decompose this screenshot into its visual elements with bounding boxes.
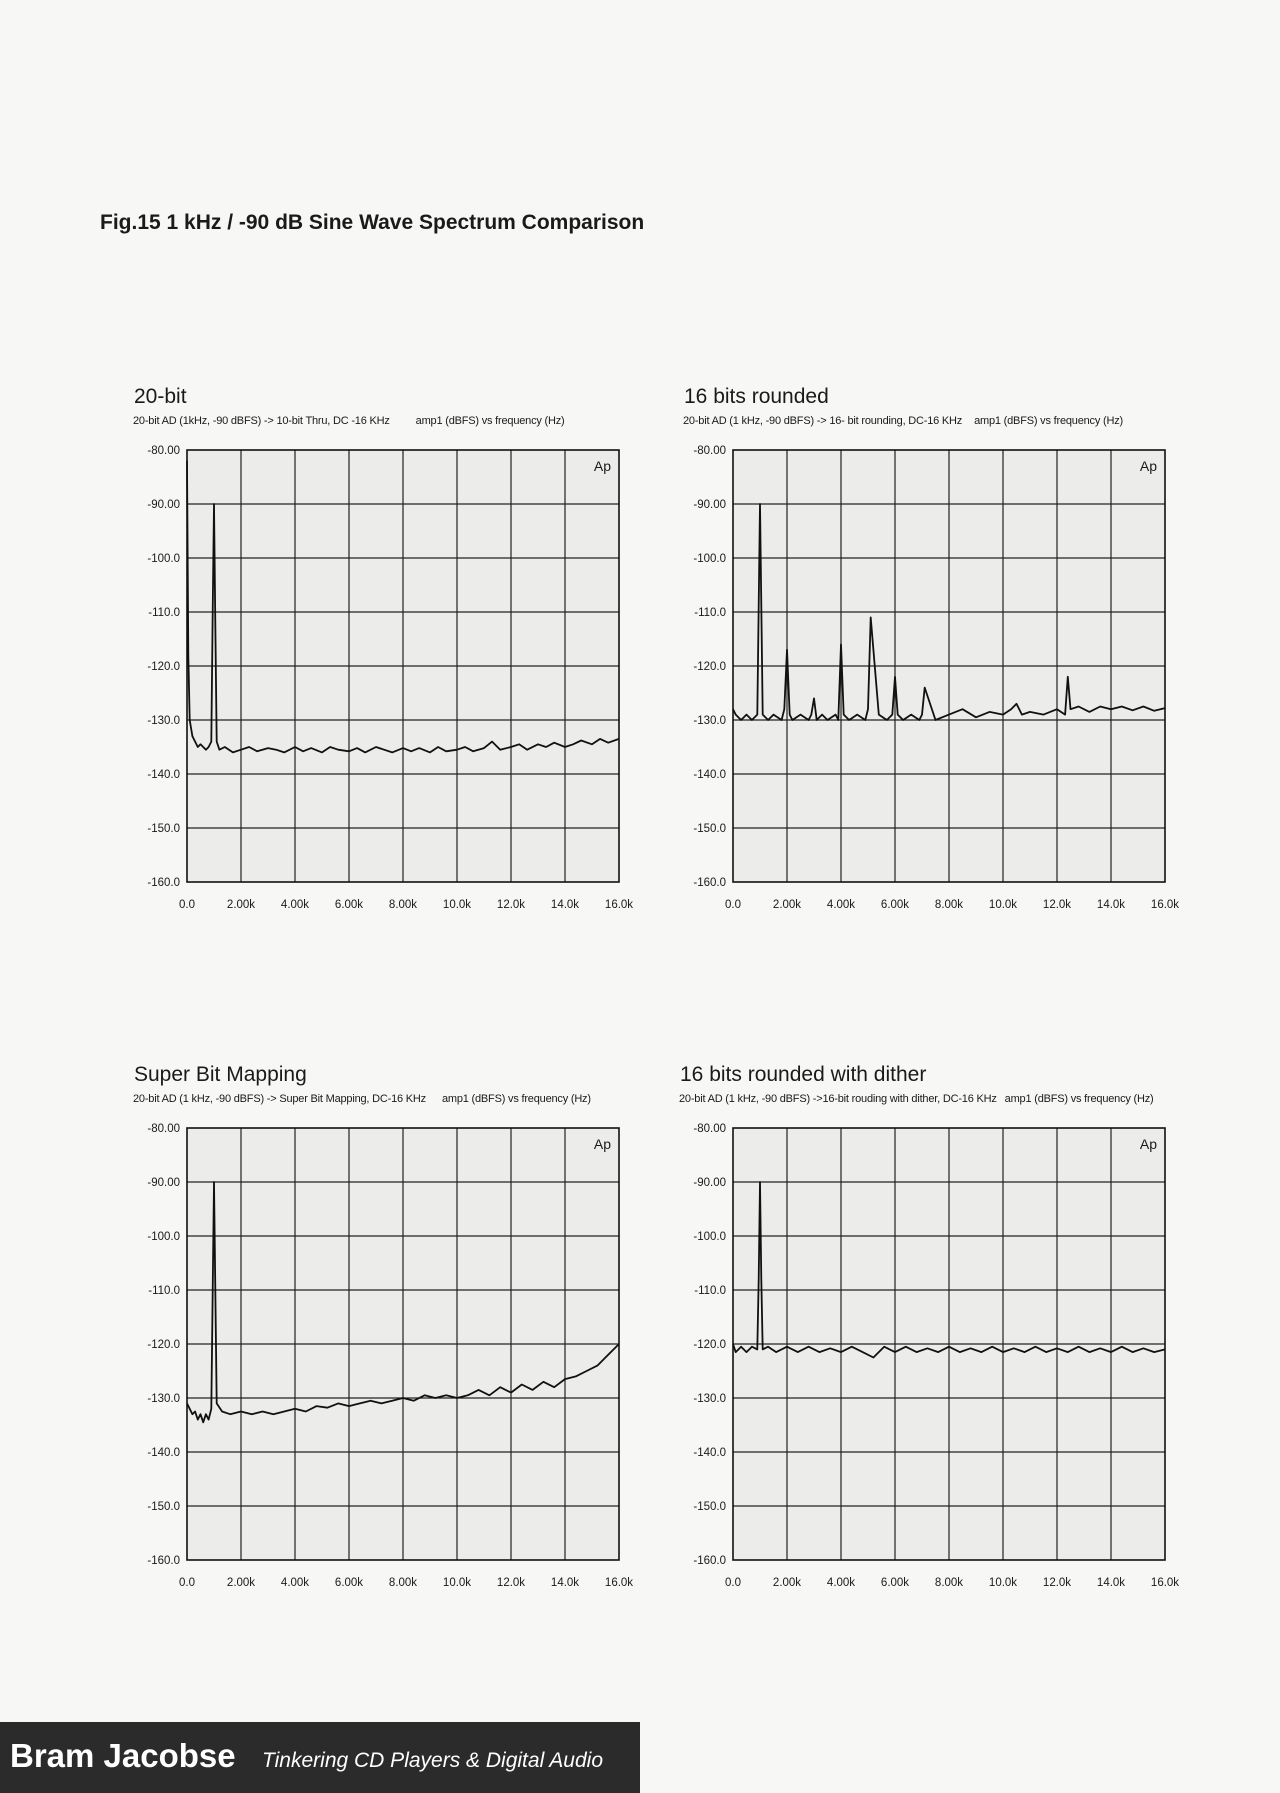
x-tick-label: 4.00k — [826, 899, 856, 911]
chart-plot — [661, 385, 1221, 925]
y-tick-label: -150.0 — [147, 1501, 180, 1513]
y-tick-label: -100.0 — [693, 1231, 726, 1243]
y-tick-label: -160.0 — [693, 877, 726, 889]
chart-subtitle-axes: amp1 (dBFS) vs frequency (Hz) — [974, 415, 1123, 427]
chart-plot — [661, 1063, 1221, 1603]
x-tick-label: 8.00k — [388, 899, 418, 911]
y-tick-label: -140.0 — [147, 1447, 180, 1459]
y-tick-label: -90.00 — [147, 1177, 180, 1189]
chart-panel-20-bit — [115, 385, 675, 925]
footer-banner — [0, 1722, 640, 1793]
x-tick-label: 6.00k — [880, 1577, 910, 1589]
x-tick-label: 4.00k — [826, 1577, 856, 1589]
y-tick-label: -80.00 — [147, 445, 180, 457]
chart-panel-super-bit-mapping — [115, 1063, 675, 1603]
x-tick-label: 10.0k — [988, 1577, 1018, 1589]
x-tick-label: 2.00k — [226, 899, 256, 911]
x-tick-label: 16.0k — [604, 899, 634, 911]
x-tick-label: 14.0k — [550, 899, 580, 911]
y-tick-label: -80.00 — [693, 445, 726, 457]
x-tick-label: 8.00k — [934, 899, 964, 911]
x-tick-label: 0.0 — [725, 1577, 741, 1589]
x-tick-label: 2.00k — [226, 1577, 256, 1589]
y-tick-label: -90.00 — [147, 499, 180, 511]
chart-panel-16-bits-rounded — [661, 385, 1221, 925]
y-tick-label: -140.0 — [147, 769, 180, 781]
y-tick-label: -150.0 — [147, 823, 180, 835]
chart-title: 20-bit — [134, 385, 187, 408]
y-tick-label: -130.0 — [693, 1393, 726, 1405]
x-tick-label: 0.0 — [725, 899, 741, 911]
chart-subtitle-source: 20-bit AD (1kHz, -90 dBFS) -> 10-bit Thru, DC -16 KHz — [133, 415, 390, 427]
y-tick-label: -120.0 — [147, 1339, 180, 1351]
y-tick-label: -90.00 — [693, 499, 726, 511]
y-tick-label: -110.0 — [694, 1285, 726, 1297]
y-tick-label: -120.0 — [693, 661, 726, 673]
y-tick-label: -140.0 — [693, 1447, 726, 1459]
x-tick-label: 14.0k — [550, 1577, 580, 1589]
y-tick-label: -110.0 — [148, 607, 180, 619]
x-tick-label: 0.0 — [179, 1577, 195, 1589]
ap-badge: Ap — [593, 458, 611, 474]
chart-subtitle-axes: amp1 (dBFS) vs frequency (Hz) — [441, 1093, 591, 1105]
x-tick-label: 12.0k — [496, 899, 526, 911]
x-tick-label: 0.0 — [179, 899, 195, 911]
chart-title: 16 bits rounded — [684, 385, 829, 408]
x-tick-label: 12.0k — [1042, 899, 1072, 911]
x-tick-label: 10.0k — [988, 899, 1018, 911]
x-tick-label: 4.00k — [280, 1577, 310, 1589]
x-tick-label: 6.00k — [880, 899, 910, 911]
x-tick-label: 14.0k — [1096, 899, 1126, 911]
chart-subtitle-source: 20-bit AD (1 kHz, -90 dBFS) -> 16- bit rounding, DC-16 KHz — [683, 415, 963, 427]
y-tick-label: -120.0 — [147, 661, 180, 673]
figure-title: Fig.15 1 kHz / -90 dB Sine Wave Spectrum Comparison — [100, 211, 645, 234]
footer-subtitle: Tinkering CD Players & Digital Audio — [262, 1749, 604, 1772]
x-tick-label: 16.0k — [604, 1577, 634, 1589]
y-tick-label: -130.0 — [147, 715, 180, 727]
x-tick-label: 8.00k — [934, 1577, 964, 1589]
y-tick-label: -130.0 — [147, 1393, 180, 1405]
chart-subtitle-source: 20-bit AD (1 kHz, -90 dBFS) -> Super Bit Mapping, DC-16 KHz — [133, 1093, 426, 1105]
chart-subtitle-axes: amp1 (dBFS) vs frequency (Hz) — [415, 415, 565, 427]
y-tick-label: -160.0 — [147, 1555, 180, 1567]
y-tick-label: -110.0 — [148, 1285, 180, 1297]
x-tick-label: 16.0k — [1150, 899, 1180, 911]
ap-badge: Ap — [1139, 1136, 1157, 1152]
x-tick-label: 12.0k — [1042, 1577, 1072, 1589]
y-tick-label: -140.0 — [693, 769, 726, 781]
y-tick-label: -150.0 — [693, 823, 726, 835]
x-tick-label: 16.0k — [1150, 1577, 1180, 1589]
y-tick-label: -160.0 — [147, 877, 180, 889]
y-tick-label: -150.0 — [693, 1501, 726, 1513]
y-tick-label: -100.0 — [147, 1231, 180, 1243]
chart-title: 16 bits rounded with dither — [680, 1063, 927, 1086]
x-tick-label: 4.00k — [280, 899, 310, 911]
chart-panel-16-bits-rounded-with-dither — [661, 1063, 1221, 1603]
ap-badge: Ap — [593, 1136, 611, 1152]
chart-plot — [115, 385, 675, 925]
chart-subtitle-source: 20-bit AD (1 kHz, -90 dBFS) ->16-bit rouding with dither, DC-16 KHz — [679, 1093, 997, 1105]
x-tick-label: 2.00k — [772, 899, 802, 911]
y-tick-label: -100.0 — [693, 553, 726, 565]
y-tick-label: -110.0 — [694, 607, 726, 619]
chart-plot — [115, 1063, 675, 1603]
x-tick-label: 10.0k — [442, 899, 472, 911]
y-tick-label: -120.0 — [693, 1339, 726, 1351]
y-tick-label: -90.00 — [693, 1177, 726, 1189]
x-tick-label: 10.0k — [442, 1577, 472, 1589]
y-tick-label: -130.0 — [693, 715, 726, 727]
x-tick-label: 2.00k — [772, 1577, 802, 1589]
x-tick-label: 14.0k — [1096, 1577, 1126, 1589]
chart-subtitle-axes: amp1 (dBFS) vs frequency (Hz) — [1004, 1093, 1154, 1105]
x-tick-label: 8.00k — [388, 1577, 418, 1589]
x-tick-label: 12.0k — [496, 1577, 526, 1589]
chart-title: Super Bit Mapping — [134, 1063, 307, 1086]
x-tick-label: 6.00k — [334, 899, 364, 911]
y-tick-label: -80.00 — [693, 1123, 726, 1135]
ap-badge: Ap — [1139, 458, 1157, 474]
footer-author: Bram Jacobse — [10, 1737, 236, 1774]
y-tick-label: -100.0 — [147, 553, 180, 565]
y-tick-label: -160.0 — [693, 1555, 726, 1567]
x-tick-label: 6.00k — [334, 1577, 364, 1589]
y-tick-label: -80.00 — [147, 1123, 180, 1135]
